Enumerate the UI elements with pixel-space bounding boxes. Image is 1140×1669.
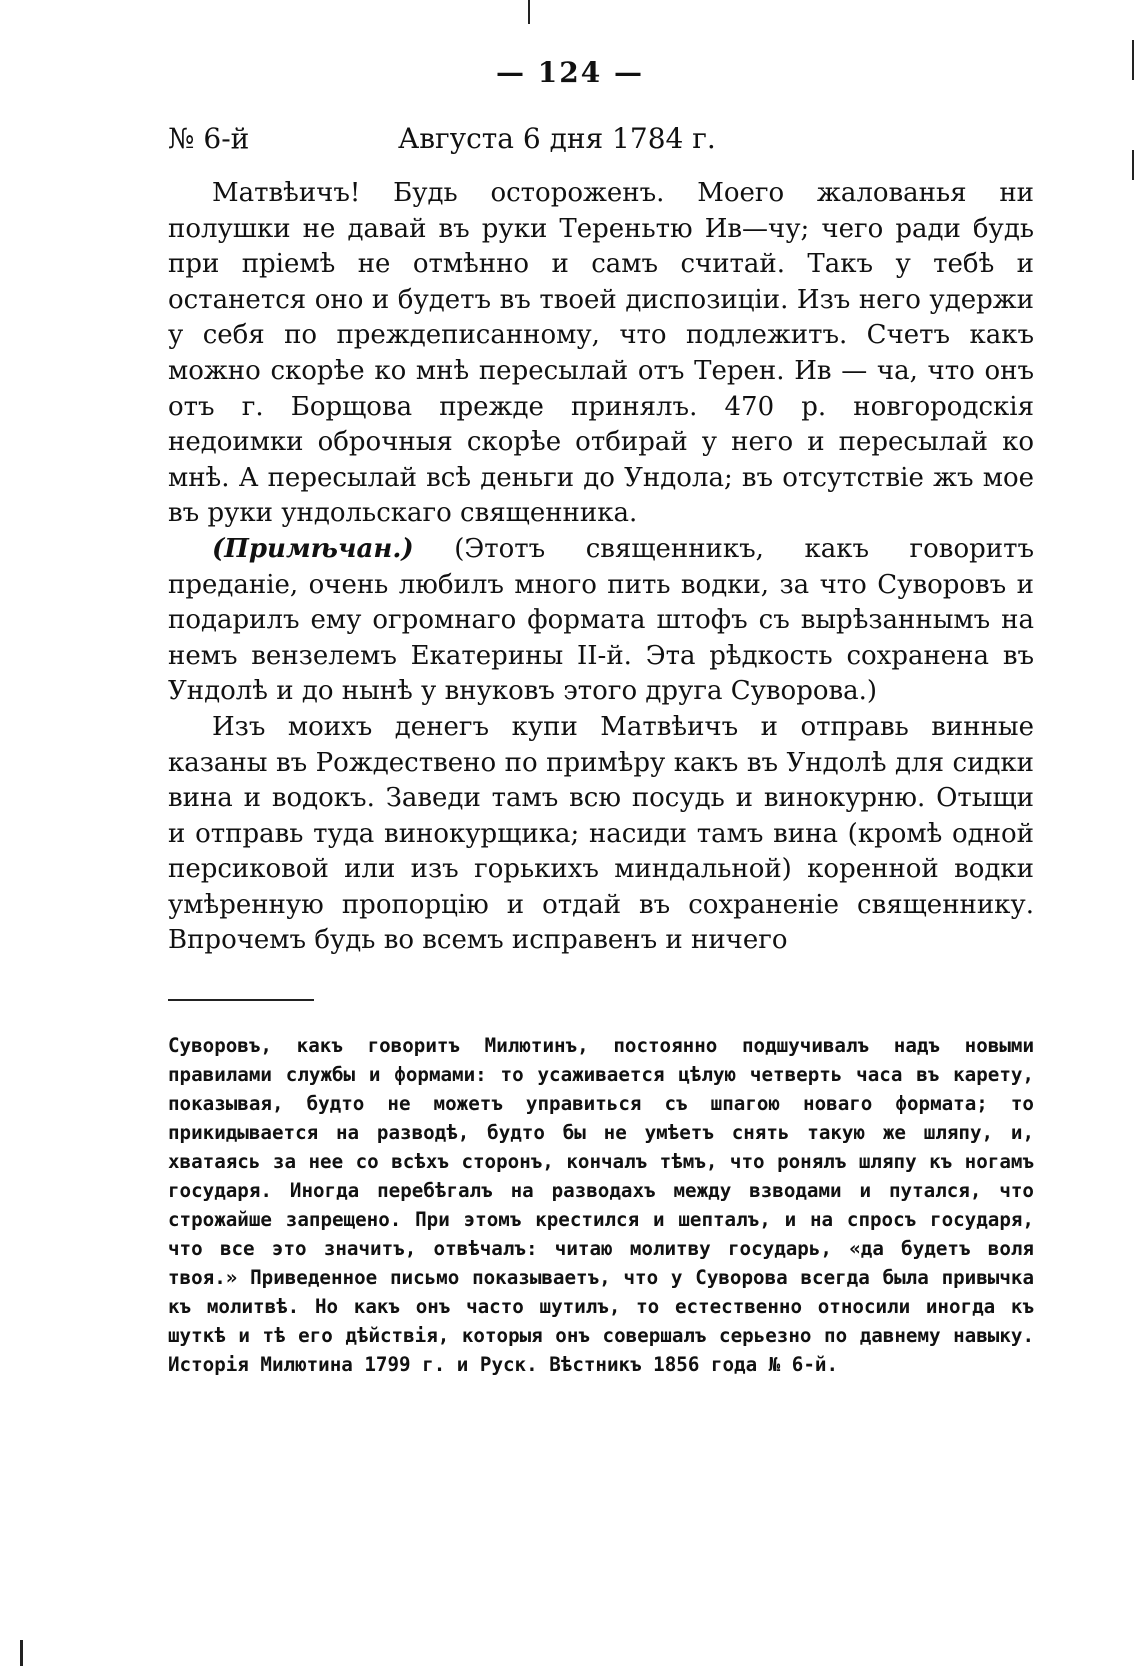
letter-body: [168, 176, 1034, 959]
footnote-rule: [168, 999, 314, 1001]
footnote-text: Суворовъ, какъ говоритъ Милютинъ, постоянно подшучивалъ надъ новыми правилами службы и формами: то усаживается цѣлую четверть часа въ карету, показывая, будто не можетъ управиться съ шпагою новаго формата; то прикидывается на разводѣ, будто бы не умѣетъ снять такую же шляпу, и, хватаясь за нее со всѣхъ сторонъ, кончалъ тѣмъ, что ронялъ шляпу къ ногамъ государя. Иногда перебѣгалъ на разводахъ между взводами и путался, что строжайше запрещено. При этомъ крестился и шепталъ, и на спросъ государя, что все это значитъ, отвѣчалъ: читаю молитву государь, «да будетъ воля твоя.» Приведенное письмо показываетъ, что у Суворова всегда была привычка къ молитвѣ. Но какъ онъ часто шутилъ, то естественно относили иногда къ шуткѣ и тѣ его дѣйствія, которыя онъ совершалъ серьезно по давнему навыку. Исторія Милютина 1799 г. и Руск. Вѣстникъ 1856 года № 6-й.: [168, 1034, 1034, 1376]
letter-number: № 6-й: [168, 122, 250, 155]
footnote: [168, 1031, 1034, 1379]
scan-mark: [20, 1640, 23, 1666]
letter-date: Августа 6 дня 1784 г.: [398, 122, 716, 155]
note-label: (Примѣчан.): [212, 533, 414, 564]
paragraph: Изъ моихъ денегъ купи Матвѣичъ и отправь винные казаны въ Рождествено по примѣру какъ въ Ундолѣ для сидки вина и водокъ. Заведи тамъ всю посудь и винокурню. Отыщи и отправь туда винокурщика; насиди тамъ вина (кромѣ одной персиковой или изъ горькихъ миндальной) коренной водки умѣренную пропорцію и отдай въ сохраненіе священнику. Впрочемъ будь во всемъ исправенъ и ничего: [168, 711, 1034, 956]
note-paragraph: [168, 532, 1034, 710]
note-text: (Этотъ священникъ, какъ говоритъ преданіе, очень любилъ много пить водки, за что Суворовъ и подарилъ ему огромнаго формата штофъ съ вырѣзаннымъ на немъ вензелемъ Екатерины II-й. Эта рѣдкость сохранена въ Ундолѣ и до нынѣ у внуковъ этого друга Суворова.): [168, 533, 1034, 707]
page-number: — 124 —: [496, 56, 644, 89]
paragraph: Матвѣичъ! Будь остороженъ. Моего жалованья ни полушки не давай въ руки Тереньтю Ив—чу; чего ради будь при пріемѣ не отмѣнно и самъ считай. Такъ у тебѣ и останется оно и будетъ въ твоей диспозиціи. Изъ него удержи у себя по преждеписанному, что подлежитъ. Счетъ какъ можно скорѣе ко мнѣ пересылай отъ Терен. Ив — ча, что онъ отъ г. Борщова прежде принялъ. 470 р. новгородскія недоимки оброчныя скорѣе отбирай у него и пересылай ко мнѣ. А пересылай всѣ деньги до Ундола; въ отсутствіе жъ мое въ руки ундольскаго священника.: [168, 178, 1034, 529]
scan-mark: [1132, 150, 1134, 180]
letter-header: [168, 122, 908, 162]
scan-mark: [528, 0, 530, 24]
